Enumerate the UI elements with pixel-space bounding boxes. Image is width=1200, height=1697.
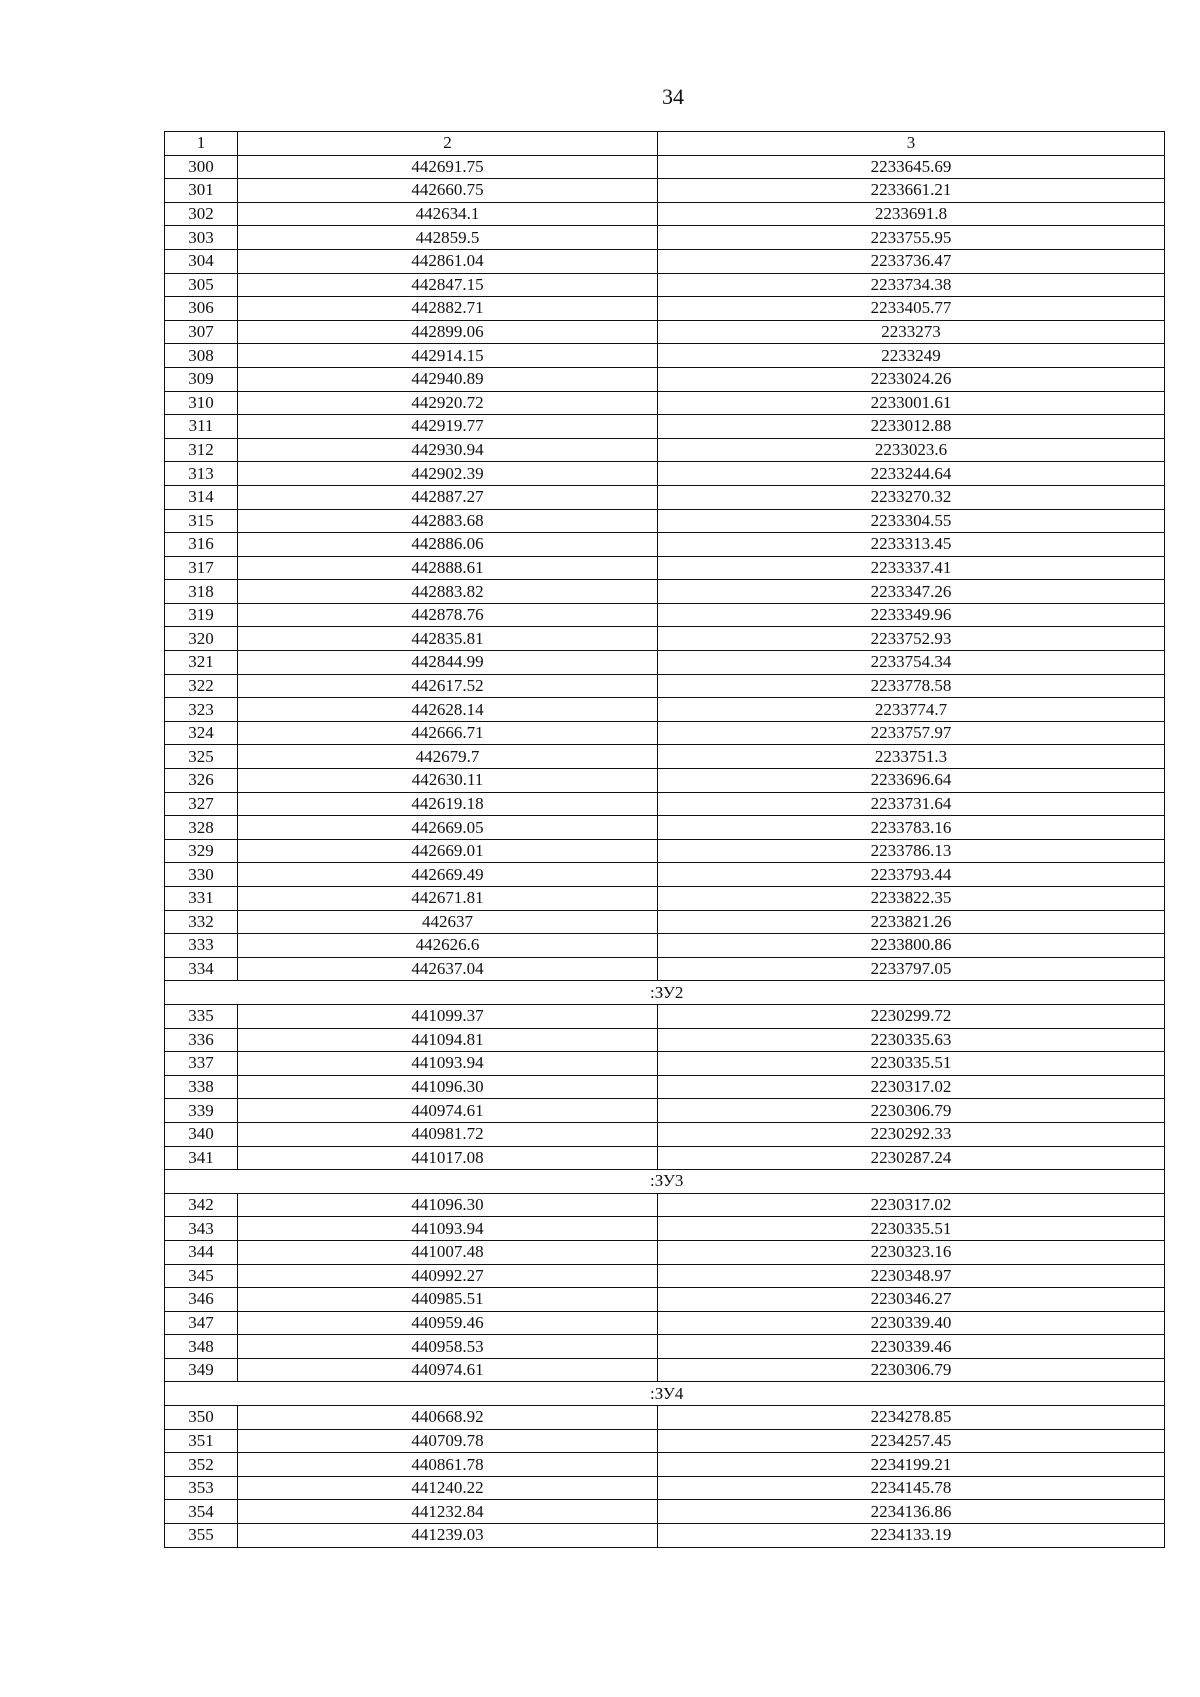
- y-coordinate-cell: 2233347.26: [658, 580, 1165, 604]
- x-coordinate-cell: 441094.81: [238, 1028, 658, 1052]
- table-row: [165, 297, 1165, 321]
- x-coordinate-cell: 441093.94: [238, 1052, 658, 1076]
- point-number-cell: 309: [165, 367, 238, 391]
- y-coordinate-cell: 2233793.44: [658, 863, 1165, 887]
- x-coordinate-cell: 442914.15: [238, 344, 658, 368]
- y-coordinate-cell: 2234278.85: [658, 1406, 1165, 1430]
- section-row: [165, 981, 1165, 1005]
- point-number-cell: 336: [165, 1028, 238, 1052]
- point-number-cell: 301: [165, 179, 238, 203]
- y-coordinate-cell: 2233012.88: [658, 415, 1165, 439]
- page-number: 34: [662, 84, 684, 109]
- table-row: [165, 533, 1165, 557]
- table-row: [165, 580, 1165, 604]
- y-coordinate-cell: 2234136.86: [658, 1500, 1165, 1524]
- point-number-cell: 355: [165, 1524, 238, 1548]
- y-coordinate-cell: 2233023.6: [658, 438, 1165, 462]
- point-number-cell: 323: [165, 698, 238, 722]
- point-number-cell: 314: [165, 485, 238, 509]
- table-row: [165, 462, 1165, 486]
- table-row: [165, 839, 1165, 863]
- y-coordinate-cell: 2233313.45: [658, 533, 1165, 557]
- y-coordinate-cell: 2230323.16: [658, 1240, 1165, 1264]
- table-row: [165, 910, 1165, 934]
- y-coordinate-cell: 2230299.72: [658, 1004, 1165, 1028]
- header-col-1: 1: [165, 132, 238, 156]
- x-coordinate-cell: 440959.46: [238, 1311, 658, 1335]
- table-row: [165, 556, 1165, 580]
- x-coordinate-cell: 442899.06: [238, 320, 658, 344]
- y-coordinate-cell: 2233249: [658, 344, 1165, 368]
- table-row: [165, 698, 1165, 722]
- point-number-cell: 338: [165, 1075, 238, 1099]
- table-row: [165, 1193, 1165, 1217]
- y-coordinate-cell: 2233822.35: [658, 887, 1165, 911]
- x-coordinate-cell: 442669.01: [238, 839, 658, 863]
- table-row: [165, 1429, 1165, 1453]
- point-number-cell: 304: [165, 249, 238, 273]
- table-row: [165, 1004, 1165, 1028]
- point-number-cell: 333: [165, 934, 238, 958]
- section-row: [165, 1382, 1165, 1406]
- table-row: [165, 792, 1165, 816]
- y-coordinate-cell: 2233270.32: [658, 485, 1165, 509]
- table-row: [165, 745, 1165, 769]
- x-coordinate-cell: 442883.82: [238, 580, 658, 604]
- x-coordinate-cell: 441096.30: [238, 1193, 658, 1217]
- point-number-cell: 345: [165, 1264, 238, 1288]
- point-number-cell: 332: [165, 910, 238, 934]
- x-coordinate-cell: 442619.18: [238, 792, 658, 816]
- point-number-cell: 306: [165, 297, 238, 321]
- table-row: [165, 320, 1165, 344]
- x-coordinate-cell: 440958.53: [238, 1335, 658, 1359]
- table-row: [165, 1264, 1165, 1288]
- y-coordinate-cell: 2230317.02: [658, 1193, 1165, 1217]
- x-coordinate-cell: 442669.49: [238, 863, 658, 887]
- y-coordinate-cell: 2233405.77: [658, 297, 1165, 321]
- table-row: [165, 1453, 1165, 1477]
- table-row: [165, 1476, 1165, 1500]
- x-coordinate-cell: 442887.27: [238, 485, 658, 509]
- x-coordinate-cell: 440981.72: [238, 1122, 658, 1146]
- table-row: [165, 1075, 1165, 1099]
- y-coordinate-cell: 2233757.97: [658, 721, 1165, 745]
- x-coordinate-cell: 440992.27: [238, 1264, 658, 1288]
- x-coordinate-cell: 441093.94: [238, 1217, 658, 1241]
- point-number-cell: 303: [165, 226, 238, 250]
- y-coordinate-cell: 2233774.7: [658, 698, 1165, 722]
- section-row: [165, 1170, 1165, 1194]
- point-number-cell: 341: [165, 1146, 238, 1170]
- x-coordinate-cell: 440985.51: [238, 1288, 658, 1312]
- table-header-row: [165, 132, 1165, 156]
- y-coordinate-cell: 2230287.24: [658, 1146, 1165, 1170]
- x-coordinate-cell: 440709.78: [238, 1429, 658, 1453]
- point-number-cell: 340: [165, 1122, 238, 1146]
- point-number-cell: 339: [165, 1099, 238, 1123]
- table-row: [165, 887, 1165, 911]
- y-coordinate-cell: 2233786.13: [658, 839, 1165, 863]
- x-coordinate-cell: 442630.11: [238, 769, 658, 793]
- table-row: [165, 1406, 1165, 1430]
- point-number-cell: 328: [165, 816, 238, 840]
- y-coordinate-cell: 2233731.64: [658, 792, 1165, 816]
- table-row: [165, 155, 1165, 179]
- x-coordinate-cell: 442930.94: [238, 438, 658, 462]
- point-number-cell: 320: [165, 627, 238, 651]
- point-number-cell: 317: [165, 556, 238, 580]
- table-row: [165, 1028, 1165, 1052]
- y-coordinate-cell: 2230306.79: [658, 1358, 1165, 1382]
- x-coordinate-cell: 442835.81: [238, 627, 658, 651]
- table-row: [165, 202, 1165, 226]
- point-number-cell: 334: [165, 957, 238, 981]
- point-number-cell: 326: [165, 769, 238, 793]
- point-number-cell: 318: [165, 580, 238, 604]
- y-coordinate-cell: 2233797.05: [658, 957, 1165, 981]
- x-coordinate-cell: 442679.7: [238, 745, 658, 769]
- table-row: [165, 485, 1165, 509]
- x-coordinate-cell: 442919.77: [238, 415, 658, 439]
- x-coordinate-cell: 442666.71: [238, 721, 658, 745]
- point-number-cell: 310: [165, 391, 238, 415]
- y-coordinate-cell: 2233244.64: [658, 462, 1165, 486]
- y-coordinate-cell: 2233821.26: [658, 910, 1165, 934]
- y-coordinate-cell: 2233734.38: [658, 273, 1165, 297]
- table-row: [165, 1240, 1165, 1264]
- coordinates-table: [164, 131, 1165, 1548]
- y-coordinate-cell: 2230292.33: [658, 1122, 1165, 1146]
- y-coordinate-cell: 2233800.86: [658, 934, 1165, 958]
- header-col-2: 2: [238, 132, 658, 156]
- x-coordinate-cell: 442637.04: [238, 957, 658, 981]
- table-row: [165, 391, 1165, 415]
- x-coordinate-cell: 442847.15: [238, 273, 658, 297]
- y-coordinate-cell: 2233783.16: [658, 816, 1165, 840]
- point-number-cell: 302: [165, 202, 238, 226]
- point-number-cell: 319: [165, 603, 238, 627]
- x-coordinate-cell: 442882.71: [238, 297, 658, 321]
- y-coordinate-cell: 2230339.46: [658, 1335, 1165, 1359]
- section-label: :ЗУ3: [165, 1170, 1165, 1194]
- y-coordinate-cell: 2233751.3: [658, 745, 1165, 769]
- table-row: [165, 179, 1165, 203]
- point-number-cell: 307: [165, 320, 238, 344]
- x-coordinate-cell: 442660.75: [238, 179, 658, 203]
- y-coordinate-cell: 2233645.69: [658, 155, 1165, 179]
- x-coordinate-cell: 441099.37: [238, 1004, 658, 1028]
- table-row: [165, 249, 1165, 273]
- x-coordinate-cell: 442634.1: [238, 202, 658, 226]
- point-number-cell: 354: [165, 1500, 238, 1524]
- point-number-cell: 305: [165, 273, 238, 297]
- y-coordinate-cell: 2230346.27: [658, 1288, 1165, 1312]
- table-row: [165, 1288, 1165, 1312]
- x-coordinate-cell: 442637: [238, 910, 658, 934]
- point-number-cell: 324: [165, 721, 238, 745]
- x-coordinate-cell: 442671.81: [238, 887, 658, 911]
- table-row: [165, 934, 1165, 958]
- table-row: [165, 1311, 1165, 1335]
- y-coordinate-cell: 2230339.40: [658, 1311, 1165, 1335]
- section-label: :ЗУ4: [165, 1382, 1165, 1406]
- table-row: [165, 509, 1165, 533]
- point-number-cell: 344: [165, 1240, 238, 1264]
- x-coordinate-cell: 442886.06: [238, 533, 658, 557]
- table-row: [165, 721, 1165, 745]
- point-number-cell: 315: [165, 509, 238, 533]
- x-coordinate-cell: 442861.04: [238, 249, 658, 273]
- point-number-cell: 316: [165, 533, 238, 557]
- y-coordinate-cell: 2233755.95: [658, 226, 1165, 250]
- x-coordinate-cell: 442617.52: [238, 674, 658, 698]
- table-row: [165, 651, 1165, 675]
- y-coordinate-cell: 2233661.21: [658, 179, 1165, 203]
- x-coordinate-cell: 441240.22: [238, 1476, 658, 1500]
- point-number-cell: 300: [165, 155, 238, 179]
- table-row: [165, 367, 1165, 391]
- table-row: [165, 1122, 1165, 1146]
- y-coordinate-cell: 2233024.26: [658, 367, 1165, 391]
- table-row: [165, 273, 1165, 297]
- y-coordinate-cell: 2230335.63: [658, 1028, 1165, 1052]
- y-coordinate-cell: 2233337.41: [658, 556, 1165, 580]
- point-number-cell: 350: [165, 1406, 238, 1430]
- y-coordinate-cell: 2233691.8: [658, 202, 1165, 226]
- table-row: [165, 1358, 1165, 1382]
- point-number-cell: 331: [165, 887, 238, 911]
- x-coordinate-cell: 441232.84: [238, 1500, 658, 1524]
- table-row: [165, 1335, 1165, 1359]
- y-coordinate-cell: 2234145.78: [658, 1476, 1165, 1500]
- point-number-cell: 348: [165, 1335, 238, 1359]
- point-number-cell: 337: [165, 1052, 238, 1076]
- point-number-cell: 325: [165, 745, 238, 769]
- table-row: [165, 438, 1165, 462]
- y-coordinate-cell: 2233304.55: [658, 509, 1165, 533]
- y-coordinate-cell: 2233349.96: [658, 603, 1165, 627]
- x-coordinate-cell: 440974.61: [238, 1099, 658, 1123]
- x-coordinate-cell: 442691.75: [238, 155, 658, 179]
- table-row: [165, 1524, 1165, 1548]
- y-coordinate-cell: 2233001.61: [658, 391, 1165, 415]
- y-coordinate-cell: 2230335.51: [658, 1052, 1165, 1076]
- y-coordinate-cell: 2233736.47: [658, 249, 1165, 273]
- x-coordinate-cell: 442878.76: [238, 603, 658, 627]
- table-row: [165, 603, 1165, 627]
- point-number-cell: 308: [165, 344, 238, 368]
- x-coordinate-cell: 442844.99: [238, 651, 658, 675]
- x-coordinate-cell: 442669.05: [238, 816, 658, 840]
- point-number-cell: 313: [165, 462, 238, 486]
- point-number-cell: 312: [165, 438, 238, 462]
- table-row: [165, 1099, 1165, 1123]
- table-row: [165, 627, 1165, 651]
- y-coordinate-cell: 2230306.79: [658, 1099, 1165, 1123]
- table-row: [165, 1146, 1165, 1170]
- y-coordinate-cell: 2234257.45: [658, 1429, 1165, 1453]
- point-number-cell: 343: [165, 1217, 238, 1241]
- x-coordinate-cell: 441239.03: [238, 1524, 658, 1548]
- table-row: [165, 1052, 1165, 1076]
- x-coordinate-cell: 442920.72: [238, 391, 658, 415]
- y-coordinate-cell: 2233696.64: [658, 769, 1165, 793]
- x-coordinate-cell: 441007.48: [238, 1240, 658, 1264]
- table-row: [165, 674, 1165, 698]
- x-coordinate-cell: 442628.14: [238, 698, 658, 722]
- x-coordinate-cell: 442883.68: [238, 509, 658, 533]
- point-number-cell: 353: [165, 1476, 238, 1500]
- header-col-3: 3: [658, 132, 1165, 156]
- point-number-cell: 351: [165, 1429, 238, 1453]
- table-row: [165, 344, 1165, 368]
- x-coordinate-cell: 441017.08: [238, 1146, 658, 1170]
- y-coordinate-cell: 2230317.02: [658, 1075, 1165, 1099]
- x-coordinate-cell: 442940.89: [238, 367, 658, 391]
- point-number-cell: 322: [165, 674, 238, 698]
- table-row: [165, 816, 1165, 840]
- x-coordinate-cell: 440974.61: [238, 1358, 658, 1382]
- point-number-cell: 352: [165, 1453, 238, 1477]
- section-label: :ЗУ2: [165, 981, 1165, 1005]
- y-coordinate-cell: 2233273: [658, 320, 1165, 344]
- table-row: [165, 415, 1165, 439]
- table-row: [165, 769, 1165, 793]
- y-coordinate-cell: 2230335.51: [658, 1217, 1165, 1241]
- y-coordinate-cell: 2230348.97: [658, 1264, 1165, 1288]
- point-number-cell: 329: [165, 839, 238, 863]
- point-number-cell: 335: [165, 1004, 238, 1028]
- x-coordinate-cell: 442859.5: [238, 226, 658, 250]
- point-number-cell: 347: [165, 1311, 238, 1335]
- x-coordinate-cell: 440861.78: [238, 1453, 658, 1477]
- table-row: [165, 957, 1165, 981]
- table-row: [165, 1217, 1165, 1241]
- coordinates-table-body: [165, 132, 1165, 1548]
- x-coordinate-cell: 441096.30: [238, 1075, 658, 1099]
- y-coordinate-cell: 2233778.58: [658, 674, 1165, 698]
- point-number-cell: 311: [165, 415, 238, 439]
- y-coordinate-cell: 2234199.21: [658, 1453, 1165, 1477]
- table-row: [165, 863, 1165, 887]
- y-coordinate-cell: 2234133.19: [658, 1524, 1165, 1548]
- x-coordinate-cell: 442626.6: [238, 934, 658, 958]
- y-coordinate-cell: 2233754.34: [658, 651, 1165, 675]
- point-number-cell: 327: [165, 792, 238, 816]
- point-number-cell: 342: [165, 1193, 238, 1217]
- point-number-cell: 330: [165, 863, 238, 887]
- x-coordinate-cell: 442888.61: [238, 556, 658, 580]
- x-coordinate-cell: 440668.92: [238, 1406, 658, 1430]
- table-row: [165, 1500, 1165, 1524]
- x-coordinate-cell: 442902.39: [238, 462, 658, 486]
- point-number-cell: 346: [165, 1288, 238, 1312]
- point-number-cell: 321: [165, 651, 238, 675]
- y-coordinate-cell: 2233752.93: [658, 627, 1165, 651]
- table-row: [165, 226, 1165, 250]
- point-number-cell: 349: [165, 1358, 238, 1382]
